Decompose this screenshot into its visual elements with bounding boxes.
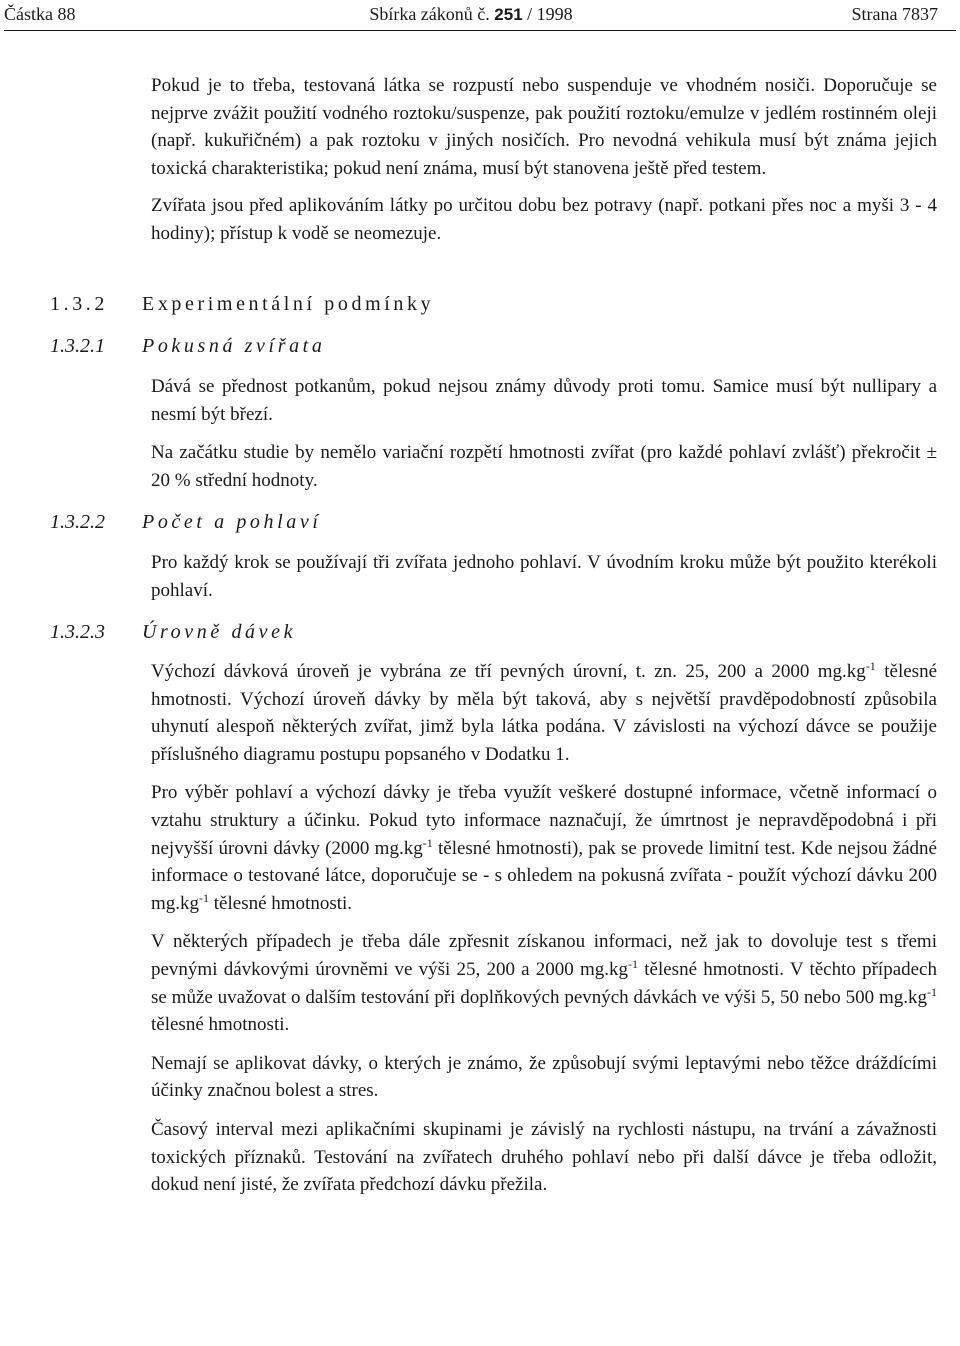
- header-part: Částka 88: [4, 4, 76, 24]
- header-page-number: Strana 7837: [851, 4, 938, 24]
- section-title: Počet a pohlaví: [142, 511, 322, 533]
- intro-paragraph-1: Pokud je to třeba, testovaná látka se rozpustí nebo suspenduje ve vhodném nosiči. Doporučuje se nejprve zvážit použití vodného roztoku/suspenze, pak použití roztoku/emulze v jedlém rostinném oleji (např. kukuřičném) a pak roztoku v jiných nosičích. Pro nevodná vehikula musí být známa jejich toxická charakteristika; pokud není známa, musí být stanovena ještě před testem.: [151, 75, 937, 179]
- paragraph: Pro každý krok se používají tři zvířata jednoho pohlaví. V úvodním kroku může být použito kterékoli pohlaví.: [151, 552, 937, 601]
- paragraph-additional-doses: [151, 928, 937, 1038]
- text-run: tělesné hmotnosti.: [151, 1014, 290, 1036]
- superscript: -1: [628, 956, 639, 971]
- header-collection: [4, 2, 938, 27]
- section-1-3-2-2-body: [151, 549, 937, 604]
- intro-paragraph-2: Zvířata jsou před aplikováním látky po určitou dobu bez potravy (např. potkani přes noc a myši 3 - 4 hodiny); přístup k vodě se neomezuje.: [151, 195, 937, 244]
- section-number: 1.3.2.3: [50, 621, 105, 643]
- superscript: -1: [422, 835, 433, 850]
- section-number: 1.3.2.1: [50, 335, 105, 357]
- header-rule: [4, 30, 956, 31]
- paragraph-initial-dose: [151, 658, 937, 768]
- section-title: Pokusná zvířata: [142, 335, 326, 357]
- section-heading-1-3-2-3: [50, 618, 296, 646]
- paragraph: Na začátku studie by nemělo variační rozpětí hmotnosti zvířat (pro každé pohlaví zvlášť) překročit ± 20 % střední hodnoty.: [151, 442, 937, 491]
- section-title: Experimentální podmínky: [142, 293, 435, 315]
- header-collection-prefix: Sbírka zákonů č.: [369, 4, 495, 24]
- intro-block: [151, 72, 937, 248]
- paragraph-corrosive: Nemají se aplikovat dávky, o kterých je známo, že způsobují svými leptavými nebo těžce dráždícími účinky značnou bolest a stres.: [151, 1052, 937, 1102]
- header-collection-year: / 1998: [522, 4, 573, 24]
- text-run: tělesné hmotnosti. Výchozí úroveň dávky by měla být taková, aby s největší pravděpodobností způsobila uhynutí alespoň některých zvířat, jimž byla látka podána. V závislosti na výchozí dávce se použije příslušného diagramu postupu popsaného v Dodatku 1.: [151, 661, 937, 765]
- section-1-3-2-3-body: [151, 658, 937, 1199]
- section-title: Úrovně dávek: [142, 621, 297, 643]
- text-run: tělesné hmotnosti. V těchto případech se může uvažovat o dalším testování při doplňkových pevných dávkách ve výši 5, 50 nebo 500 mg.kg: [151, 958, 937, 1008]
- superscript: -1: [865, 659, 876, 673]
- section-number: 1.3.2.2: [50, 511, 105, 533]
- superscript: -1: [927, 984, 937, 999]
- text-run: tělesné hmotnosti.: [209, 892, 353, 914]
- page-header: [4, 2, 938, 28]
- paragraph-sex-selection: [151, 779, 937, 917]
- text-run: Pro výběr pohlaví a výchozí dávky je třeba využít veškeré dostupné informace, včetně informací o vztahu struktury a účinku. Pokud tyto informace naznačují, že úmrtnost je nepravděpodobná i při nejvyšší úrovni dávky (2000 mg.kg: [151, 782, 937, 859]
- paragraph: Dává se přednost potkanům, pokud nejsou známy důvody proti tomu. Samice musí být nullipary a nesmí být březí.: [151, 376, 937, 425]
- text-run: tělesné hmotnosti), pak se provede limitní test. Kde nejsou žádné informace o testované látce, doporučuje se - s ohledem na pokusná zvířata - použít výchozí dávku 200 mg.kg: [151, 837, 937, 914]
- section-number: 1.3.2: [50, 293, 108, 315]
- section-heading-1-3-2: [50, 290, 434, 318]
- header-collection-number: 251: [494, 5, 523, 24]
- superscript: -1: [199, 890, 210, 905]
- text-run: V některých případech je třeba dále zpřesnit získanou informaci, než jak to dovoluje test s třemi pevnými dávkovými úrovněmi ve výši 25, 200 a 2000 mg.kg: [151, 931, 937, 980]
- text-run: Výchozí dávková úroveň je vybrána ze tří pevných úrovní, t. zn. 25, 200 a 2000 mg.kg: [151, 661, 866, 682]
- section-heading-1-3-2-1: [50, 332, 325, 360]
- section-heading-1-3-2-2: [50, 508, 322, 536]
- paragraph-time-interval: Časový interval mezi aplikačními skupinami je závislý na rychlosti nástupu, na trvání a závažnosti toxických příznaků. Testování na zvířatech druhého pohlaví nebo při další dávce je třeba odložit, dokud není jisté, že zvířata předchozí dávku přežila.: [151, 1118, 937, 1196]
- section-1-3-2-1-body: [151, 373, 937, 494]
